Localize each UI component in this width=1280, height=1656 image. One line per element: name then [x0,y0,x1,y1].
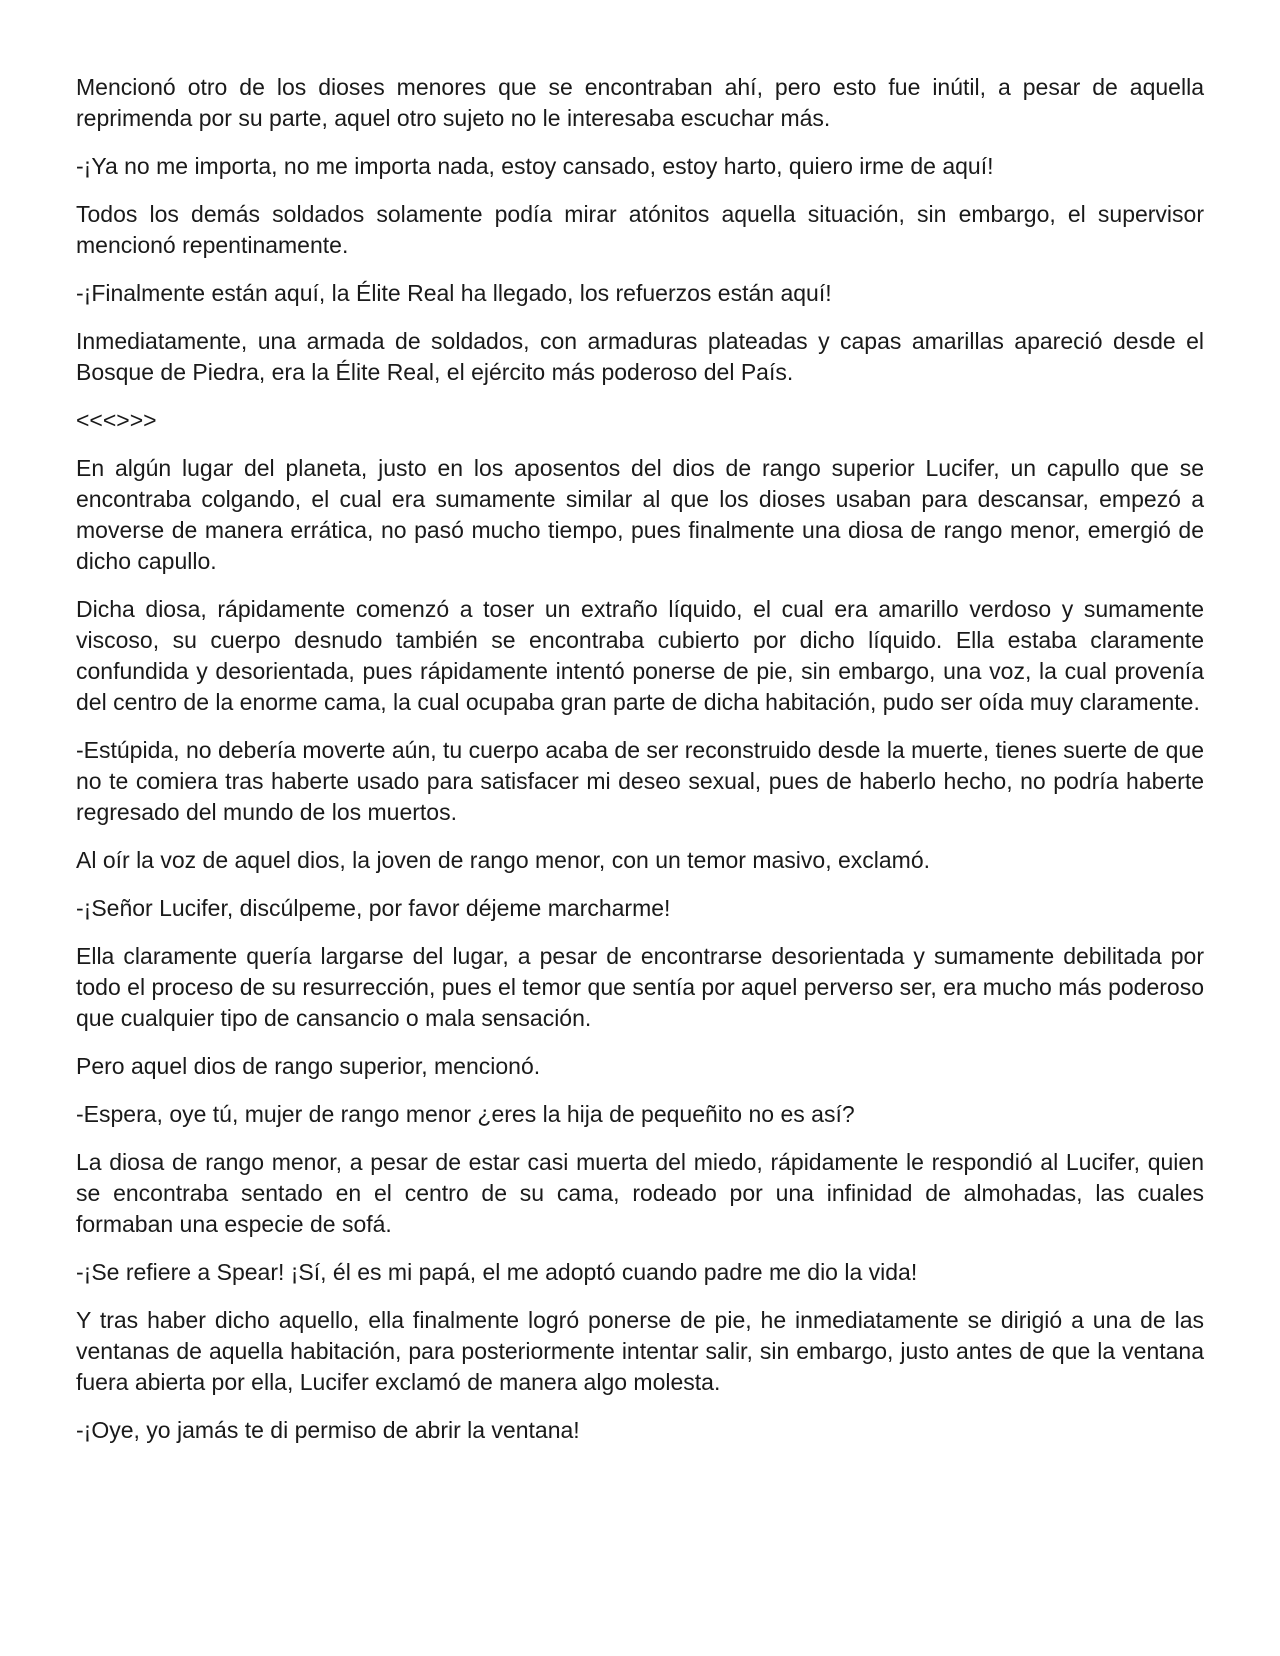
dialogue-line: -¡Oye, yo jamás te di permiso de abrir la ventana! [76,1417,580,1443]
dialogue-line: -Espera, oye tú, mujer de rango menor ¿eres la hija de pequeñito no es así? [76,1101,855,1127]
dialogue-line: -¡Se refiere a Spear! ¡Sí, él es mi papá, el me adoptó cuando padre me dio la vida! [76,1259,918,1285]
scene-separator: <<<>>> [76,407,157,433]
document-page [76,72,1204,1463]
paragraph: Dicha diosa, rápidamente comenzó a toser un extraño líquido, el cual era amarillo verdoso y sumamente viscoso, su cuerpo desnudo también se encontraba cubierto por dicho líquido. Ella estaba claramente confundida y desorientada, pues rápidamente intentó ponerse de pie, sin embargo, una voz, la cual provenía del centro de la enorme cama, la cual ocupaba gran parte de dicha habitación, pudo ser oída muy claramente. [76,596,1204,715]
paragraph: Inmediatamente, una armada de soldados, con armaduras plateadas y capas amarillas apareció desde el Bosque de Piedra, era la Élite Real, el ejército más poderoso del País. [76,328,1204,385]
paragraph: Y tras haber dicho aquello, ella finalmente logró ponerse de pie, he inmediatamente se dirigió a una de las ventanas de aquella habitación, para posteriormente intentar salir, sin embargo, justo antes de que la ventana fuera abierta por ella, Lucifer exclamó de manera algo molesta. [76,1307,1204,1395]
paragraph: Ella claramente quería largarse del lugar, a pesar de encontrarse desorientada y sumamente debilitada por todo el proceso de su resurrección, pues el temor que sentía por aquel perverso ser, era mucho más poderoso que cualquier tipo de cansancio o mala sensación. [76,943,1204,1031]
dialogue-line: -¡Señor Lucifer, discúlpeme, por favor déjeme marcharme! [76,895,671,921]
paragraph: La diosa de rango menor, a pesar de estar casi muerta del miedo, rápidamente le respondió al Lucifer, quien se encontraba sentado en el centro de su cama, rodeado por una infinidad de almohadas, las cuales formaban una especie de sofá. [76,1149,1204,1237]
dialogue-line: -¡Finalmente están aquí, la Élite Real ha llegado, los refuerzos están aquí! [76,280,832,306]
paragraph: Al oír la voz de aquel dios, la joven de rango menor, con un temor masivo, exclamó. [76,847,931,873]
paragraph: Pero aquel dios de rango superior, mencionó. [76,1053,541,1079]
paragraph: Todos los demás soldados solamente podía mirar atónitos aquella situación, sin embargo, el supervisor mencionó repentinamente. [76,201,1204,258]
dialogue-line: -¡Ya no me importa, no me importa nada, estoy cansado, estoy harto, quiero irme de aquí! [76,153,994,179]
dialogue-line: -Estúpida, no debería moverte aún, tu cuerpo acaba de ser reconstruido desde la muerte, tienes suerte de que no te comiera tras haberte usado para satisfacer mi deseo sexual, pues de haberlo hecho, no podría haberte regresado del mundo de los muertos. [76,737,1204,825]
paragraph: Mencionó otro de los dioses menores que se encontraban ahí, pero esto fue inútil, a pesar de aquella reprimenda por su parte, aquel otro sujeto no le interesaba escuchar más. [76,74,1204,131]
paragraph: En algún lugar del planeta, justo en los aposentos del dios de rango superior Lucifer, un capullo que se encontraba colgando, el cual era sumamente similar al que los dioses usaban para descansar, empezó a moverse de manera errática, no pasó mucho tiempo, pues finalmente una diosa de rango menor, emergió de dicho capullo. [76,455,1204,574]
